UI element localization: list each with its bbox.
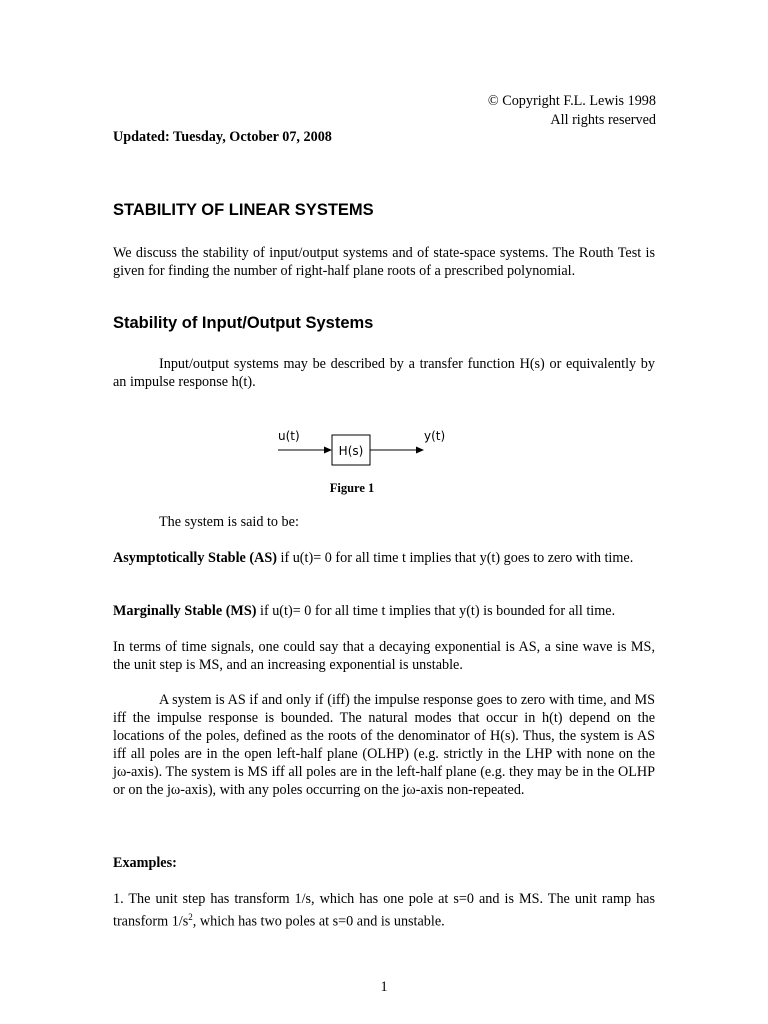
block-diagram bbox=[270, 420, 460, 470]
input-label: u(t) bbox=[278, 429, 300, 443]
ms-definition bbox=[113, 602, 655, 620]
said-to-be-line: The system is said to be: bbox=[159, 514, 299, 530]
as-definition bbox=[113, 549, 655, 567]
page-number: 1 bbox=[380, 979, 388, 995]
example-1 bbox=[113, 890, 655, 931]
section-heading: Stability of Input/Output Systems bbox=[113, 314, 374, 332]
as-term: Asymptotically Stable (AS) bbox=[113, 550, 277, 566]
example-1-text-end: , which has two poles at s=0 and is unstable. bbox=[192, 913, 445, 930]
updated-date: Updated: Tuesday, October 07, 2008 bbox=[113, 129, 332, 145]
intro-paragraph: We discuss the stability of input/output systems and of state-space systems. The Routh Test is given for finding the number of right-half plane roots of a prescribed polynomial. bbox=[113, 245, 655, 279]
page-title: STABILITY OF LINEAR SYSTEMS bbox=[113, 201, 374, 219]
example-1-superscript: 2 bbox=[188, 912, 193, 922]
ms-term: Marginally Stable (MS) bbox=[113, 603, 257, 619]
output-arrowhead bbox=[416, 447, 424, 454]
as-text: if u(t)= 0 for all time t implies that y(t) goes to zero with time. bbox=[276, 550, 634, 566]
copyright-block bbox=[488, 92, 656, 130]
copyright-line: © Copyright F.L. Lewis 1998 bbox=[487, 93, 656, 109]
ms-text: if u(t)= 0 for all time t implies that y(t) is bounded for all time. bbox=[256, 603, 616, 619]
figure-caption: Figure 1 bbox=[329, 481, 375, 495]
poles-paragraph: A system is AS if and only if (iff) the impulse response goes to zero with time, and MS iff the impulse response is bounded. The natural modes that occur in h(t) depend on the locations of the poles, defined as the roots of the denominator of H(s). Thus, the system is AS iff all poles are in the open left-half plane (OLHP) (e.g. strictly in the LHP with none on the jω-axis). The system is MS iff all poles are in the left-half plane (e.g. they may be in the OLHP or on the jω-axis), with any poles occurring on the jω-axis non-repeated. bbox=[113, 692, 655, 798]
output-label: y(t) bbox=[424, 429, 446, 443]
examples-heading: Examples: bbox=[113, 855, 177, 871]
time-signals-paragraph: In terms of time signals, one could say that a decaying exponential is AS, a sine wave is MS, the unit step is MS, and an increasing exponential is unstable. bbox=[113, 639, 655, 673]
example-1-text: 1. The unit step has transform 1/s, which has one pole at s=0 and is MS. The unit ramp has transform 1/s bbox=[113, 891, 655, 930]
rights-line: All rights reserved bbox=[550, 112, 656, 128]
io-paragraph: Input/output systems may be described by a transfer function H(s) or equivalently by an impulse response h(t). bbox=[113, 356, 655, 390]
block-label: H(s) bbox=[338, 444, 364, 458]
input-arrowhead bbox=[324, 447, 332, 454]
